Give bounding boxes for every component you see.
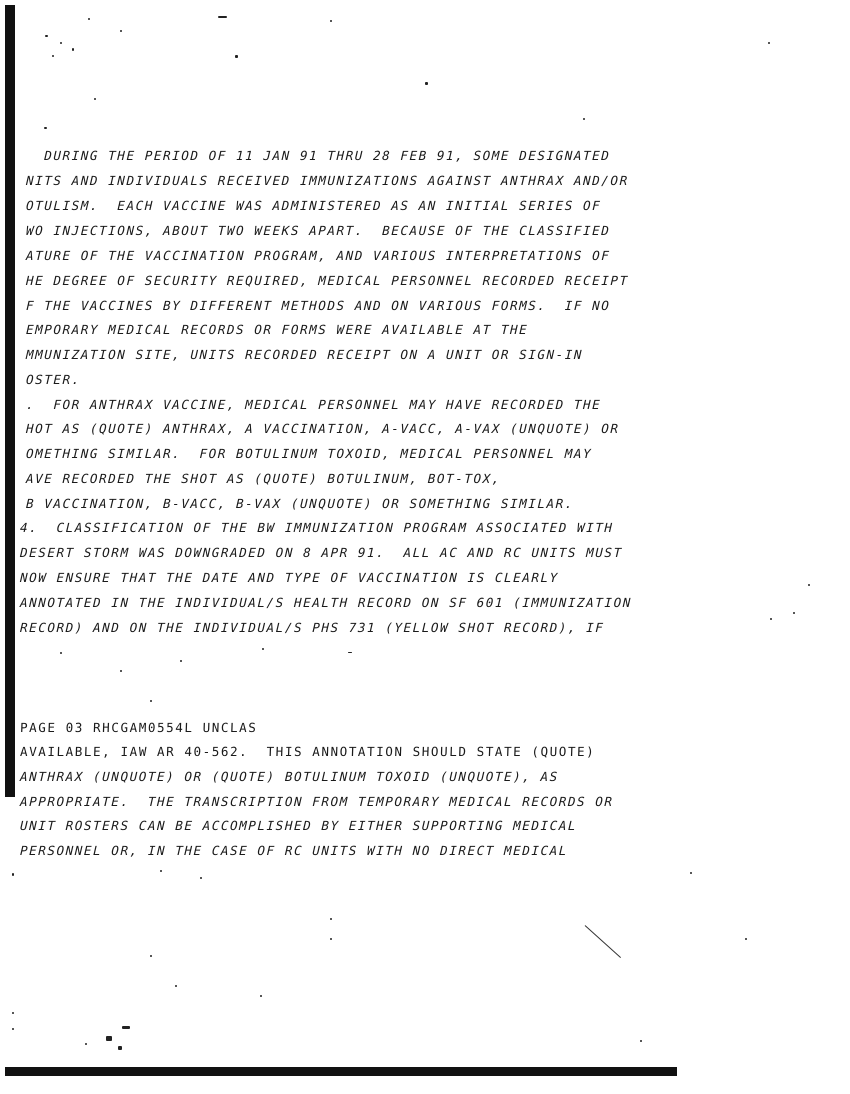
scan-noise-speck: [262, 648, 264, 650]
scan-noise-speck: [745, 938, 747, 940]
scan-noise-speck: [85, 1043, 87, 1045]
scan-noise-speck: [94, 98, 96, 100]
scan-noise-speck: [160, 870, 162, 872]
scan-noise-speck: [235, 55, 238, 58]
scan-noise-speck: [122, 1026, 130, 1029]
scan-noise-speck: [60, 42, 62, 44]
text-line: 4. CLASSIFICATION OF THE BW IMMUNIZATION PROGRAM ASSOCIATED WITH: [19, 520, 614, 535]
text-line: AVAILABLE, IAW AR 40-562. THIS ANNOTATION SHOULD STATE (QUOTE): [19, 744, 596, 759]
scan-noise-speck: [425, 82, 428, 85]
scan-noise-speck: [583, 118, 585, 120]
text-line: HOT AS (QUOTE) ANTHRAX, A VACCINATION, A-VACC, A-VAX (UNQUOTE) OR: [25, 421, 620, 436]
text-line: HE DEGREE OF SECURITY REQUIRED, MEDICAL PERSONNEL RECORDED RECEIPT: [25, 273, 629, 288]
text-line: DURING THE PERIOD OF 11 JAN 91 THRU 28 FEB 91, SOME DESIGNATED: [25, 148, 611, 163]
scan-noise-speck: [150, 955, 152, 957]
scan-edge-bar: [5, 5, 15, 797]
scan-noise-speck: [793, 612, 795, 614]
text-line: APPROPRIATE. THE TRANSCRIPTION FROM TEMPORARY MEDICAL RECORDS OR: [19, 794, 614, 809]
scan-noise-speck: [348, 652, 352, 653]
scan-noise-speck: [330, 938, 332, 940]
scan-noise-speck: [12, 873, 14, 876]
scan-noise-speck: [808, 584, 810, 586]
scan-noise-speck: [690, 872, 692, 874]
text-line: EMPORARY MEDICAL RECORDS OR FORMS WERE AVAILABLE AT THE: [25, 322, 529, 337]
text-line: DESERT STORM WAS DOWNGRADED ON 8 APR 91. ALL AC AND RC UNITS MUST: [19, 545, 623, 560]
scan-noise-speck: [330, 918, 332, 920]
scan-noise-speck: [44, 127, 47, 129]
scan-noise-speck: [60, 652, 62, 654]
scan-noise-speck: [120, 670, 122, 672]
scan-noise-speck: [768, 42, 770, 44]
scan-noise-speck: [72, 48, 74, 51]
scan-scratch-mark: [585, 925, 621, 958]
text-line: ANTHRAX (UNQUOTE) OR (QUOTE) BOTULINUM TOXOID (UNQUOTE), AS: [19, 769, 560, 784]
text-line: ANNOTATED IN THE INDIVIDUAL/S HEALTH RECORD ON SF 601 (IMMUNIZATION: [19, 595, 633, 610]
text-line: NITS AND INDIVIDUALS RECEIVED IMMUNIZATIONS AGAINST ANTHRAX AND/OR: [25, 173, 629, 188]
scan-noise-speck: [180, 660, 182, 662]
text-line: B VACCINATION, B-VACC, B-VAX (UNQUOTE) OR SOMETHING SIMILAR.: [25, 496, 575, 511]
scan-noise-speck: [175, 985, 177, 987]
scan-noise-speck: [12, 1028, 14, 1030]
scan-noise-speck: [118, 1046, 122, 1050]
text-line: UNIT ROSTERS CAN BE ACCOMPLISHED BY EITHER SUPPORTING MEDICAL: [19, 818, 578, 833]
text-line: ATURE OF THE VACCINATION PROGRAM, AND VARIOUS INTERPRETATIONS OF: [25, 248, 611, 263]
scan-noise-speck: [12, 1012, 14, 1014]
text-line: F THE VACCINES BY DIFFERENT METHODS AND ON VARIOUS FORMS. IF NO: [25, 298, 611, 313]
scan-noise-speck: [120, 30, 122, 32]
scan-noise-speck: [52, 55, 54, 57]
scan-noise-speck: [200, 877, 202, 879]
scan-noise-speck: [45, 35, 48, 37]
scan-noise-speck: [218, 16, 227, 18]
text-line: WO INJECTIONS, ABOUT TWO WEEKS APART. BECAUSE OF THE CLASSIFIED: [25, 223, 611, 238]
scan-noise-speck: [88, 18, 90, 20]
text-line: MMUNIZATION SITE, UNITS RECORDED RECEIPT ON A UNIT OR SIGN-IN: [25, 347, 584, 362]
page-header: PAGE 03 RHCGAM0554L UNCLAS: [19, 720, 258, 735]
scan-noise-speck: [260, 995, 262, 997]
text-line: OSTER.: [25, 372, 82, 387]
text-line: . FOR ANTHRAX VACCINE, MEDICAL PERSONNEL MAY HAVE RECORDED THE: [25, 397, 602, 412]
text-line: RECORD) AND ON THE INDIVIDUAL/S PHS 731 (YELLOW SHOT RECORD), IF: [19, 620, 605, 635]
text-line: AVE RECORDED THE SHOT AS (QUOTE) BOTULINUM, BOT-TOX,: [25, 471, 502, 486]
scan-noise-speck: [106, 1036, 112, 1041]
scan-bottom-edge: [5, 1067, 677, 1076]
text-line: OMETHING SIMILAR. FOR BOTULINUM TOXOID, MEDICAL PERSONNEL MAY: [25, 446, 593, 461]
scan-noise-speck: [770, 618, 772, 620]
text-line: OTULISM. EACH VACCINE WAS ADMINISTERED AS AN INITIAL SERIES OF: [25, 198, 602, 213]
text-line: PERSONNEL OR, IN THE CASE OF RC UNITS WITH NO DIRECT MEDICAL: [19, 843, 569, 858]
text-line: NOW ENSURE THAT THE DATE AND TYPE OF VACCINATION IS CLEARLY: [19, 570, 560, 585]
scan-noise-speck: [330, 20, 332, 22]
scan-noise-speck: [640, 1040, 642, 1042]
scan-noise-speck: [150, 700, 152, 702]
